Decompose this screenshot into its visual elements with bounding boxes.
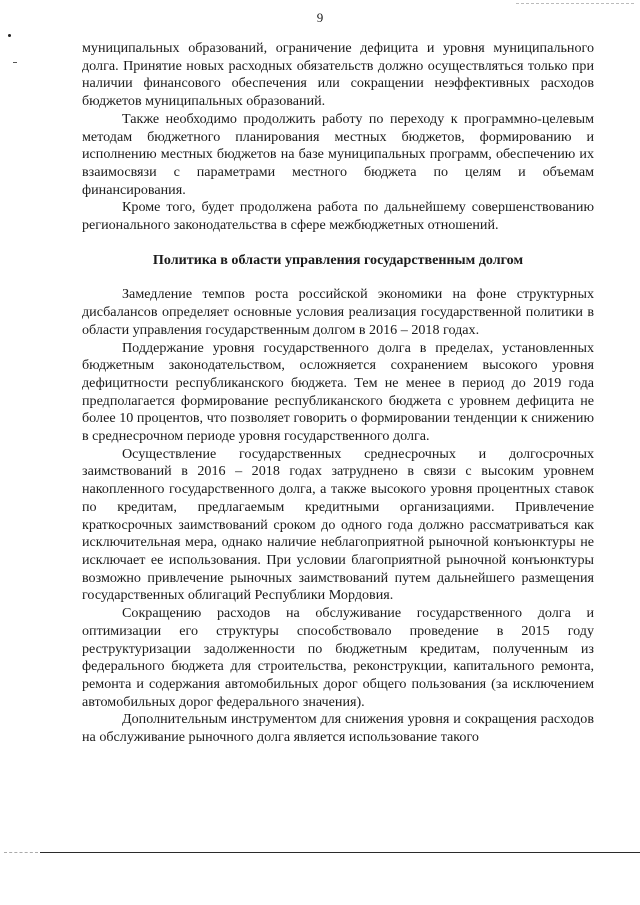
margin-dot-mark: [8, 34, 11, 37]
section-heading: Политика в области управления государственным долгом: [152, 251, 524, 268]
document-body: [82, 40, 594, 747]
paragraph-slowdown: Замедление темпов роста российской экономики на фоне структурных дисбалансов определяет основные условия реализация государственной политики в области управления государственным долгом в 2016 – 2018 годах.: [82, 286, 594, 338]
paragraph-restructuring: Сокращению расходов на обслуживание государственного долга и оптимизации его структуры способствовало проведение в 2015 году реструктуризации задолженности по бюджетным кредитам, полученным из федерального бюджета для строительства, реконструкции, капитального ремонта, ремонта и содержания автомобильных дорог общего пользования (за исключением автомобильных дорог федерального значения).: [82, 605, 594, 710]
scan-edge-mark-bottom: [4, 852, 38, 853]
margin-dash-mark: [13, 62, 17, 63]
page-bottom-rule: [40, 852, 640, 853]
paragraph-program-methods: Также необходимо продолжить работу по переходу к программно-целевым методам бюджетного планирования местных бюджетов, формированию и исполнению местных бюджетов на базе муниципальных программ, обеспечению их взаимосвязи с параметрами местного бюджета по целям и объемам финансирования.: [82, 110, 594, 198]
paragraph-borrowings: Осуществление государственных среднесрочных и долгосрочных заимствований в 2016 – 2018 годах затруднено в связи с высоким уровнем накопленного государственного долга, а также высокого уровня процентных ставок по кредитам, предлагаемым кредитными организациями. Привлечение краткосрочных заимствований сроком до одного года должно рассматриваться как исключительная мера, однако наличие неблагоприятной рыночной конъюнктуры не исключает ее использования. При условии благоприятной рыночной конъюнктуры возможно привлечение рыночных заимствований путем дальнейшего размещения государственных облигаций Республики Мордовия.: [82, 445, 594, 604]
paragraph-interbudget: Кроме того, будет продолжена работа по дальнейшему совершенствованию регионального законодательства в сфере межбюджетных отношений.: [82, 199, 594, 234]
page-number: 9: [316, 10, 324, 25]
paragraph-instrument: Дополнительным инструментом для снижения уровня и сокращения расходов на обслуживание рыночного долга является использование такого: [82, 711, 594, 746]
paragraph-continued: муниципальных образований, ограничение дефицита и уровня муниципального долга. Принятие новых расходных обязательств должно осуществляться только при наличии финансового обеспечения или сокращении неэффективных расходов бюджетов муниципальных образований.: [82, 40, 594, 110]
paragraph-debt-level: Поддержание уровня государственного долга в пределах, установленных бюджетным законодательством, осложняется сохранением высокого уровня дефицитности республиканского бюджета. Тем не менее в период до 2019 года предполагается формирование республиканского бюджета с уровнем дефицита не более 10 процентов, что позволяет говорить о формировании тенденции к снижению в среднесрочном периоде уровня государственного долга.: [82, 339, 594, 445]
scan-edge-mark-top: [516, 3, 634, 4]
